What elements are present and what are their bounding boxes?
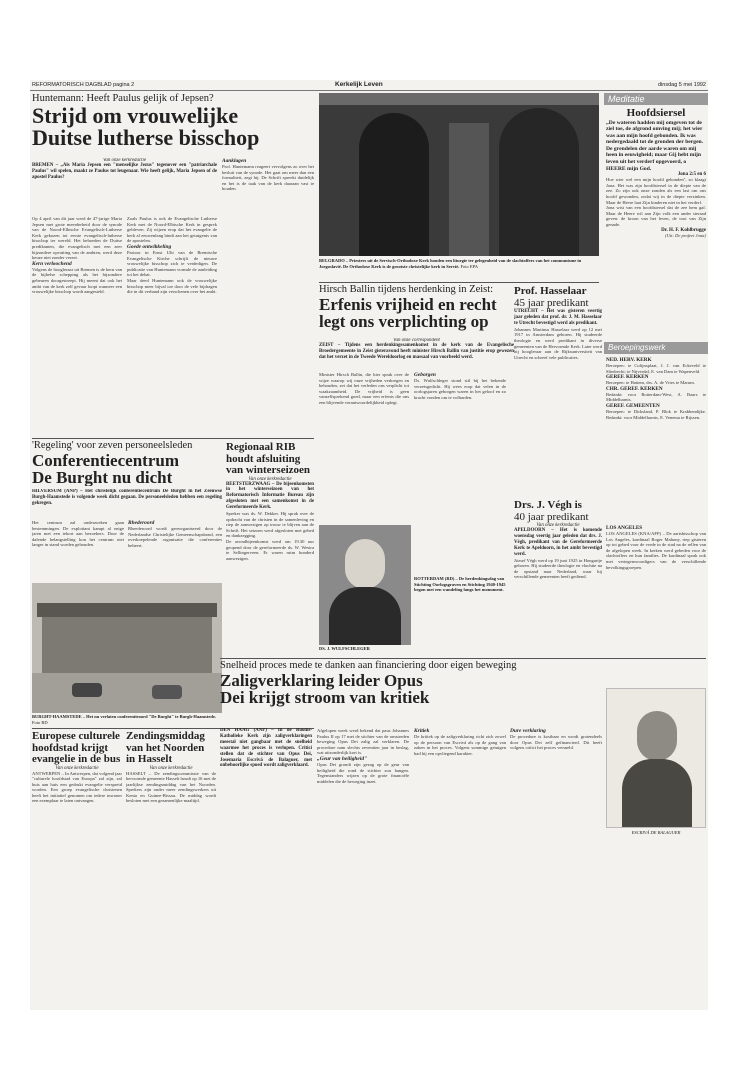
photo-de-burght-caption <box>32 714 222 726</box>
photo-caption: BURGHT-HAAMSTEDE – Het nu verlaten conferentieoord "De Burght" te Burgh-Haamstede. Foto RD <box>32 714 216 725</box>
article-body: Volgens de hoogleraar uit Bremen is de kern van de bijbelse schepping als het bijzondere gebeuren doorgestreept. Hij meent dat ook het ambt van de kerk zelf gevaar loopt wanneer een vrouwelijke bisschop wordt aangesteld. <box>32 266 122 295</box>
article-body: LOS ANGELES (KNA/AFP) – De aartsbisschop van Los Angeles, kardinaal Roger Mahony, riep gisteren op tot gebed voor de vrede in de stad na de rellen van de afgelopen week. In kerken werd gebeden voor de slachtoffers en hun families. De kardinaal sprak ook met vertegenwoordigers van de verschillende bevolkingsgroepen. <box>606 531 706 570</box>
photo-caption: BELGRADO – Priesters uit de Servisch-Orthodoxe Kerk houden een liturgie ter gelegenheid van de slachtoffers van het communisme in Joegoslavië. De Orthodoxe Kerk is de grootste christelijke kerk in Servië. Foto EPA <box>319 258 582 269</box>
article-headline: hoofdstad krijgt <box>32 741 109 754</box>
article-body: ANTWERPEN – In Antwerpen, dat volgend jaar "culturele hoofdstad van Europa" zal zijn, zal huis aan huis een gedrukt evangelie verspreid worden. Een groep evangelische christenen heeft het initiatief genomen om iedere inwoner een exemplaar te laten ontvangen. <box>32 770 122 804</box>
article-hirsch-col2 <box>414 372 506 572</box>
article-hirsch-lead <box>319 338 514 368</box>
denomination-heading: GEREF. GEMEENTEN <box>606 402 660 409</box>
denomination-heading: CHR. GEREF. KERKEN <box>606 385 663 392</box>
article-kicker: 'Regeling' voor zeven personeelsleden <box>32 440 193 451</box>
article-headline: Zendingsmiddag <box>126 731 205 742</box>
photo-caption: ESCRIVÁ DE BALAGUER <box>631 830 681 835</box>
divider <box>319 282 599 283</box>
article-opus-dei-col2 <box>317 728 409 1008</box>
article-body: Zoals Paulus is ook de Evangelische Lutherse Kerk met de Noord-Elbische Kerk in gesprek gebleven. Zij wijzen erop dat het evangelie de kerk al eeuwenlang bindt aan het getuigenis van de apostelen. <box>127 216 217 244</box>
article-body: Opus Dei grondt zijn gezag op de geur van heiligheid die rond de stichter zou hangen. Tegenstanders wijzen op de grote financiële middelen die de beweging inzet. <box>317 761 409 784</box>
article-vegh <box>514 500 602 655</box>
article-burght-heading <box>32 440 222 486</box>
article-burght-lead <box>32 489 222 519</box>
beroep-text: Beroepen: te Colijnsplaat, J. J. van Eckeveld te Sliedrecht; te Nijverdal, E. van Dam te Wapenveld. <box>606 363 706 374</box>
article-subheading: Kern verloochend <box>32 260 72 267</box>
article-opus-dei-heading <box>220 660 600 718</box>
article-body: HASSELT – De zendingscommissie van de hervormde gemeente Hasselt houdt op 16 mei de jaarlijkse zendingsmiddag van het Noorden. Sprekers zijn onder meer zendingswerkers uit Kenia en Guinee-Bissau. De middag wordt besloten met een gezamenlijke maaltijd. <box>126 770 216 804</box>
article-byline: Van onze kerkredactie <box>102 158 146 163</box>
article-headline: houdt afsluiting <box>226 452 301 465</box>
article-body: Pastoor in Ernst Ulit van de Bremische Evangelische Kirche schrijft de nieuwe vrouwelijke bisschop zich te verdedigen. De publicatie van Huntemann vormde de aanleiding tot het debat. <box>127 249 217 278</box>
article-body: Op 4 april van dit jaar werd de 47-jarige Maria Jepsen met grote meerderheid door de synode van de Noord-Elbische Evangelisch-Lutherse Kerk gekozen tot eerste evangelisch-lutherse bisschop ter wereld. Het behoeden de Duitse predikanten, die evangelisch met een zeer bijzondere opvatting van de ambten, werd deze keuze niet zonder verzet. <box>32 216 122 261</box>
article-lead: APELDOORN – Het is komende woensdag veertig jaar geleden dat drs. J. Végh, predikant van de Gereformeerde Kerk te Apeldoorn, in het ambt bevestigd werd. <box>514 528 602 557</box>
article-burght-col2 <box>128 520 222 580</box>
article-subheading: Goede ontwikkeling <box>127 243 172 250</box>
article-headline: legt ons verplichting op <box>319 312 489 331</box>
divider <box>220 658 706 659</box>
beroep-text: Bedankt: voor Rotterdam-West, A. Baars te Middelharnis. <box>606 391 706 403</box>
beroepingswerk-column <box>606 357 706 522</box>
article-headline: Zaligverklaring leider Opus <box>220 671 423 690</box>
article-headline: 45 jaar predikant <box>514 296 589 309</box>
article-byline: Van onze kerkredactie <box>149 765 193 771</box>
beroepingswerk-tab: Beroepingswerk <box>604 342 708 354</box>
photo-belgrado <box>319 93 599 256</box>
article-subheading: Dure verklaring <box>510 728 546 734</box>
article-burght-col1 <box>32 520 124 580</box>
article-lead: DEN HAAG (ANP) – In de Rooms-Katholieke Kerk zijn zaligverklaringen meestal niet gangbaar met de snelheid waarmee het proces is verlopen. Critici stellen dat de stichter van Opus Dei, Josemaria Escrivá de Balaguer, met onbehoorlijke spoed wordt zaligverklaard. <box>220 728 312 769</box>
meditatie-tab: Meditatie <box>604 93 708 105</box>
article-hasselaar <box>514 286 602 486</box>
article-hirsch-col1 <box>319 372 409 522</box>
article-body: De procedure is kostbaar en wordt grotendeels door Opus Dei zelf gefinancierd. Dit heeft volgens critici het proces versneld. <box>510 734 602 751</box>
article-byline: Van onze correspondent <box>393 338 440 343</box>
header-paper-name: REFORMATORISCH DAGBLAD pagina 2 <box>32 82 135 88</box>
article-body: Prof. Huntemann reageert vervolgens zo over het besluit van de synode. Het gaat om meer dan een formaliteit, zegt hij. De Schrift spreekt duidelijk en het is de taak van de kerk daaraan vast te houden. <box>222 164 314 192</box>
article-byline: Van onze kerkredactie <box>536 523 580 528</box>
meditatie-title: Hoofdsiersel <box>626 108 686 119</box>
divider <box>32 438 314 439</box>
article-lead: HILVERSUM (ANP) – Het christelijk conferentiecentrum De Burght in het Zeeuwse Burgh-Haamstede is volgende week dicht gegaan. De personeelsleden hebben een regeling gekregen. <box>32 489 222 506</box>
article-zendingsmiddag <box>126 731 216 1006</box>
article-antwerpen <box>32 731 122 1006</box>
beroep-text: Beroepen: te Hattem, drs. A. de Vries te Marum. <box>606 380 695 386</box>
meditatie-author: Dr. H. F. Kohlbrugge <box>661 227 706 233</box>
article-opus-dei-col1 <box>220 728 312 1008</box>
article-headline: Drs. J. Végh is <box>514 500 582 511</box>
article-body: Maar deed Huntemann ook de vrouwelijke bisschop meer bijval toe door de vele bijdragen die in dit verband zijn verschenen over het ambt. <box>127 277 217 295</box>
article-kicker: Huntemann: Heeft Paulus gelijk of Jepsen? <box>32 93 214 104</box>
photo-de-burght <box>32 583 222 713</box>
article-headline: De Burght nu dicht <box>32 468 173 486</box>
article-body: Afgelopen week werd bekend dat paus Johannes Paulus II op 17 mei de stichter van de omstreden beweging Opus Dei zalig zal verklaren. De procedure nam slechts zeventien jaar in beslag, wat uitzonderlijk kort is. <box>317 728 409 756</box>
article-bisschop-col3 <box>222 158 314 436</box>
article-headline: van winterseizoen <box>226 464 311 476</box>
article-headline: Strijd om vrouwelijke <box>32 103 239 128</box>
article-los-angeles <box>606 525 706 655</box>
article-body: Minister Hirsch Ballin, die hier sprak over de wijze waarop wij onze vrijheden verkregen en behouden, zei dat het verleden ons verplicht tot waakzaamheid. De vrijheid is geen vanzelfsprekend goed, maar een erfenis die ons een blijvende verantwoordelijkheid oplegt. <box>319 372 409 405</box>
article-body: Het centrum zal onderzoeken gaan bestemmingen. De exploitant kampt al enige jaren met een tekort aan bezoekers. Door de dalende belangstelling kon het centrum niet langer in stand worden gehouden. <box>32 520 124 548</box>
photo-belgrado-caption <box>319 258 599 278</box>
newspaper-page <box>30 80 708 1010</box>
article-headline: van het Noorden <box>126 741 205 754</box>
meditatie-body: Hoe wier wel een mijn hoofd gebonden'', zo klaagt Jona. Het was zijn hoofdsiersel in de diepte van de zee. Zo zijn ook onze zonden als een last om ons hoofd gewonden, zodat wij in de diepte verzinken. Maar de Heere laat Zijn kinderen niet in het verderf. <box>606 177 706 205</box>
article-body: Ds. Wulfschleger stond stil bij het bekende verzetsgedicht. Hij wees erop dat velen in de oorlogsjaren geborgen waren in het geloof en zo kracht vonden om te volharden. <box>414 378 506 400</box>
photo-caption: DS. J. WULFSCHLEGER <box>319 646 370 651</box>
article-lead: ZEIST – Tijdens een herdenkingssamenkomst in de kerk van de Evangelische Broedergemeente in Zeist gisteravond heeft minister Hirsch Ballin van justitie erop gewezen dat het verzet in de Tweede Wereldoorlog en massaal van voorbeeld werd. <box>319 343 514 360</box>
article-headline: Dei krijgt stroom van kritiek <box>220 688 430 707</box>
photo-escriva-caption <box>606 830 706 840</box>
article-body: ROTTERDAM (RD) – De herdenkingsdag van Stichting Oorlogsgraven en Stichting 1940-1945 begon met een wandeling langs het monument. <box>414 576 506 592</box>
article-body: Spreker was ds. W. Dekker. Hij sprak over de opdracht van de christen in de samenleving en riep de aanwezigen op trouw te blijven aan de Schrift. Het seizoen werd afgesloten met gebed en dankzegging. <box>226 511 314 539</box>
article-lead: UTRECHT – Het was gisteren veertig jaar geleden dat prof. dr. J. M. Hasselaar te Utrecht bevestigd werd als predikant. <box>514 309 602 326</box>
header-date: dinsdag 5 mei 1992 <box>657 82 706 88</box>
article-opus-dei-col4 <box>510 728 602 1008</box>
article-headline: Duitse lutherse bisschop <box>32 125 260 150</box>
article-kicker: Hirsch Ballin tijdens herdenking in Zeist: <box>319 284 494 295</box>
beroep-text: Beroepen: te Dirksland, P. Blok te Krabbendijke. Bedankt: voor Middelharnis, E. Venema te Rijssen. <box>606 408 706 420</box>
header-section: Kerkelijk Leven <box>335 81 383 88</box>
meditatie-body: Jona wist van een hoofdsiersel dat de zee hem gaf. Maar de Heere wil aan Zijn volk een ander sieraad geven: de kroon van het leven, de tooi van Zijn genade. <box>606 205 706 227</box>
article-lead: BEETSTERZWAAG – De bijeenkomsten in het winterseizoen van het Reformatorisch Informatie Bureau zijn afgesloten met een samenkomst in de Gereformeerde Kerk. <box>226 481 314 511</box>
meditatie-reference: Jona 2:5 en 6 <box>677 172 706 178</box>
article-rotterdam <box>414 576 506 656</box>
article-headline: Europese culturele <box>32 731 120 742</box>
article-body: József Végh werd op 19 juni 1925 in Hongarije geboren. Hij studeerde theologie en vluchtte na de opstand naar Nederland, waar hij verschillende gemeenten heeft gediend. <box>514 557 602 580</box>
article-subheading: Aanklagen <box>222 158 247 164</box>
article-headline: Conferentiecentrum <box>32 451 179 470</box>
article-body: Rheederoord wordt gereorganiseerd door de Nederlandse Christelijke Gemeenschapsbond, een overkoepelende organisatie die conferenties beheert. <box>128 526 222 548</box>
photo-escriva <box>606 688 706 828</box>
meditatie-column <box>606 108 706 338</box>
article-bisschop-col1 <box>32 216 122 436</box>
article-subheading: Kritiek <box>414 728 430 734</box>
article-kicker: Snelheid proces mede te danken aan financiering door eigen beweging <box>220 660 517 671</box>
meditatie-author-note: (Uit: De profeet Jona) <box>664 232 706 238</box>
article-subheading: Rhederoord <box>128 520 155 526</box>
article-headline: in Hasselt <box>126 753 173 765</box>
article-headline: Regionaal RIB <box>226 442 296 453</box>
article-headline: LOS ANGELES <box>606 525 643 531</box>
article-byline: Van onze kerkredactie <box>55 765 99 771</box>
article-subheading: „Geur van heiligheid" <box>317 755 368 762</box>
article-opus-dei-col3 <box>414 728 506 1008</box>
article-bisschop-heading <box>32 93 322 158</box>
article-body: De avondbijeenkomst werd om 19.30 uur geopend door de gereformeerde ds. W. Westra te Sellingerveen. Er waren ruim honderd aanwezigen. <box>226 539 314 561</box>
article-body: Johannes Martinus Hasselaar werd op 12 mei 1917 in Amsterdam geboren. Hij studeerde theologie en werd predikant in diverse gemeenten van de Hervormde Kerk. Later werd hij hoogleraar aan de Rijksuniversiteit van Utrecht en schreef vele publicaties. <box>514 326 602 360</box>
article-bisschop-lead <box>32 158 217 213</box>
article-headline: 40 jaar predikant <box>514 510 589 523</box>
meditatie-verse: „De wateren hadden mij omgeven tot de ziel toe, de afgrond omving mij; het wier was aan mijn hoofd gebonden. Ik was nedergedaald tot de gronden der bergen. De grendelen der aarde waren om mij heen in eeuwigheid; maar Gij hebt mijn leven uit het verderf opgevoerd, o HEERE mijn God. <box>606 119 704 172</box>
article-bisschop-col2 <box>127 216 217 436</box>
page-header <box>30 80 708 91</box>
photo-credit: Foto RD <box>32 719 48 725</box>
denomination-heading: NED. HERV. KERK <box>606 357 652 363</box>
photo-wulfschleger-caption <box>319 646 411 656</box>
denomination-heading: GEREF. KERKEN <box>606 374 649 381</box>
photo-credit: Foto EPA <box>460 263 478 269</box>
article-lead: BREMEN – „Als Maria Jepsen een "menselijke Jezus" tegenover een "patriarchale Paulus" wil spelen, maakt ze Paulus tot leugenaar. Wie heeft gelijk, Maria Jepsen of de apostel Paulus? <box>32 163 217 180</box>
article-headline: Prof. Hasselaar <box>514 286 587 297</box>
photo-wulfschleger <box>319 525 411 645</box>
article-headline: evangelie in de bus <box>32 753 121 765</box>
article-body: De kritiek op de zaligverklaring richt zich zowel op de persoon van Escrivá als op de gang van zaken in het proces. Volgens sommige getuigen had hij een opvliegend karakter. <box>414 734 506 756</box>
article-headline: Erfenis vrijheid en recht <box>319 295 497 314</box>
article-subheading: Geborgen <box>414 372 436 378</box>
article-byline: Van onze kerkredactie <box>248 476 292 482</box>
